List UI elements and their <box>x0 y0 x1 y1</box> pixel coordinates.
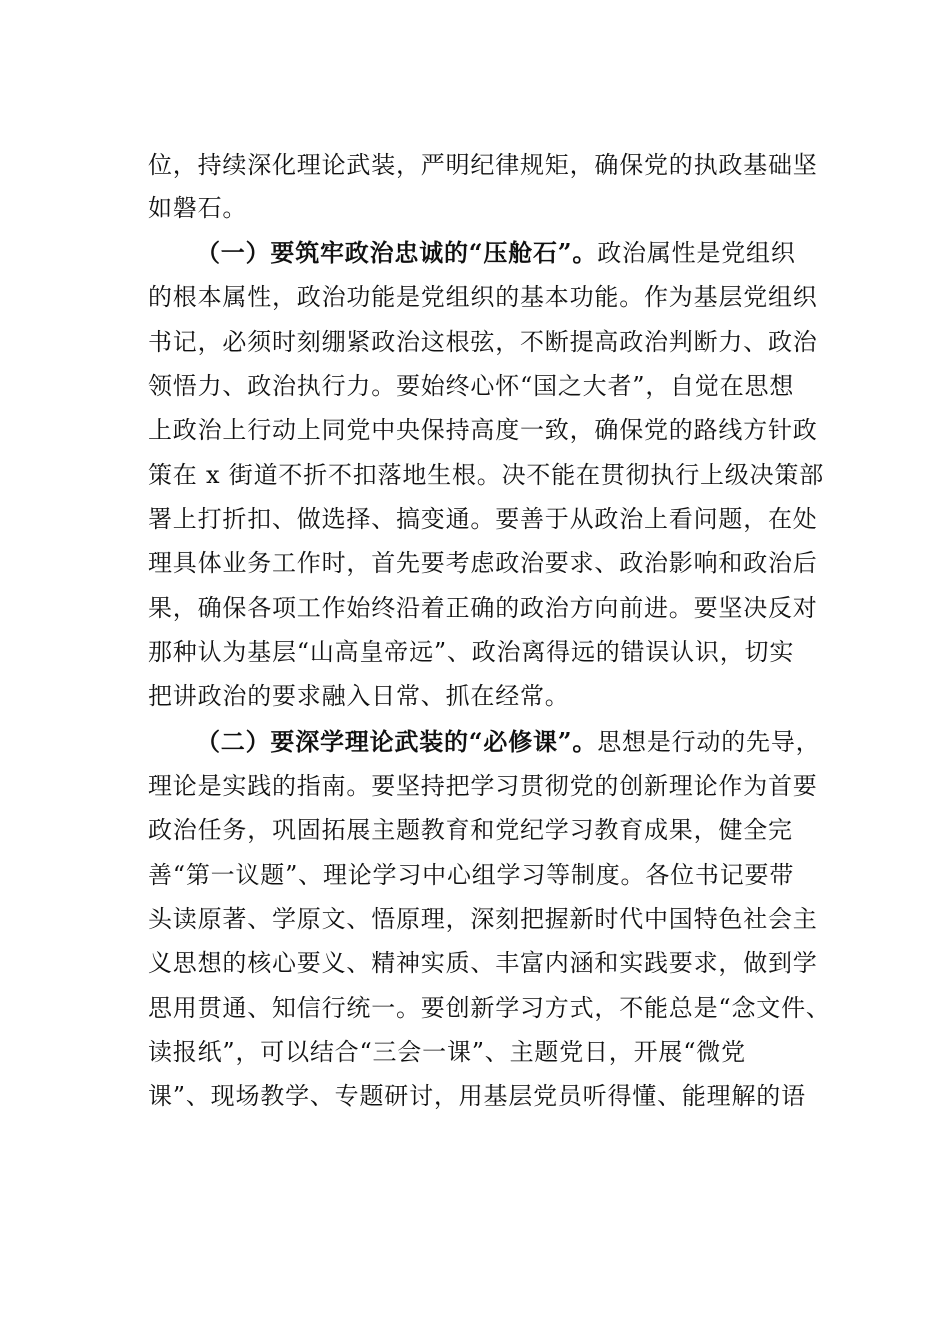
body-text-line: 书记，必须时刻绷紧政治这根弦，不断提高政治判断力、政治 <box>148 328 818 356</box>
section-1-first-line <box>196 238 796 268</box>
body-text-line: 读报纸”，可以结合“三会一课”、主题党日，开展“微党 <box>148 1038 746 1066</box>
body-text-line: 课”、现场教学、专题研讨，用基层党员听得懂、能理解的语 <box>148 1082 806 1110</box>
body-text-line: 理具体业务工作时，首先要考虑政治要求、政治影响和政治后 <box>148 549 818 577</box>
body-text-line: 义思想的核心要义、精神实质、丰富内涵和实践要求，做到学 <box>148 949 818 977</box>
body-text-line: 把讲政治的要求融入日常、抓在经常。 <box>148 682 570 710</box>
section-2-first-line <box>196 727 820 757</box>
body-text-line: 果，确保各项工作始终沿着正确的政治方向前进。要坚决反对 <box>148 594 818 622</box>
body-text-line: 上政治上行动上同党中央保持高度一致，确保党的路线方针政 <box>148 416 818 444</box>
body-text-line: 思用贯通、知信行统一。要创新学习方式，不能总是“念文件、 <box>148 994 831 1022</box>
body-text-line: 理论是实践的指南。要坚持把学习贯彻党的创新理论作为首要 <box>148 772 818 800</box>
body-text-line: 策在 x 街道不折不扣落地生根。决不能在贯彻执行上级决策部 <box>148 461 824 489</box>
body-text-line: 的根本属性，政治功能是党组织的基本功能。作为基层党组织 <box>148 283 818 311</box>
body-text-line: 领悟力、政治执行力。要始终心怀“国之大者”，自觉在思想 <box>148 372 795 400</box>
body-text-line: 如磐石。 <box>148 194 248 222</box>
body-text-line: 位，持续深化理论武装，严明纪律规矩，确保党的执政基础坚 <box>148 151 818 179</box>
section-2-heading: （二）要深学理论武装的“必修课”。 <box>196 727 598 756</box>
body-text-line: 署上打折扣、做选择、搞变通。要善于从政治上看问题，在处 <box>148 505 818 533</box>
body-text-line: 政治任务，巩固拓展主题教育和党纪学习教育成果，健全完 <box>148 816 793 844</box>
body-text-line: 那种认为基层“山高皇帝远”、政治离得远的错误认识，切实 <box>148 638 795 666</box>
section-1-heading: （一）要筑牢政治忠诚的“压舱石”。 <box>196 238 598 267</box>
section-1-lead-text: 政治属性是党组织 <box>597 239 796 267</box>
body-text-line: 头读原著、学原文、悟原理，深刻把握新时代中国特色社会主 <box>148 905 818 933</box>
body-text-line: 善“第一议题”、理论学习中心组学习等制度。各位书记要带 <box>148 861 795 889</box>
section-2-lead-text: 思想是行动的先导， <box>597 728 821 756</box>
